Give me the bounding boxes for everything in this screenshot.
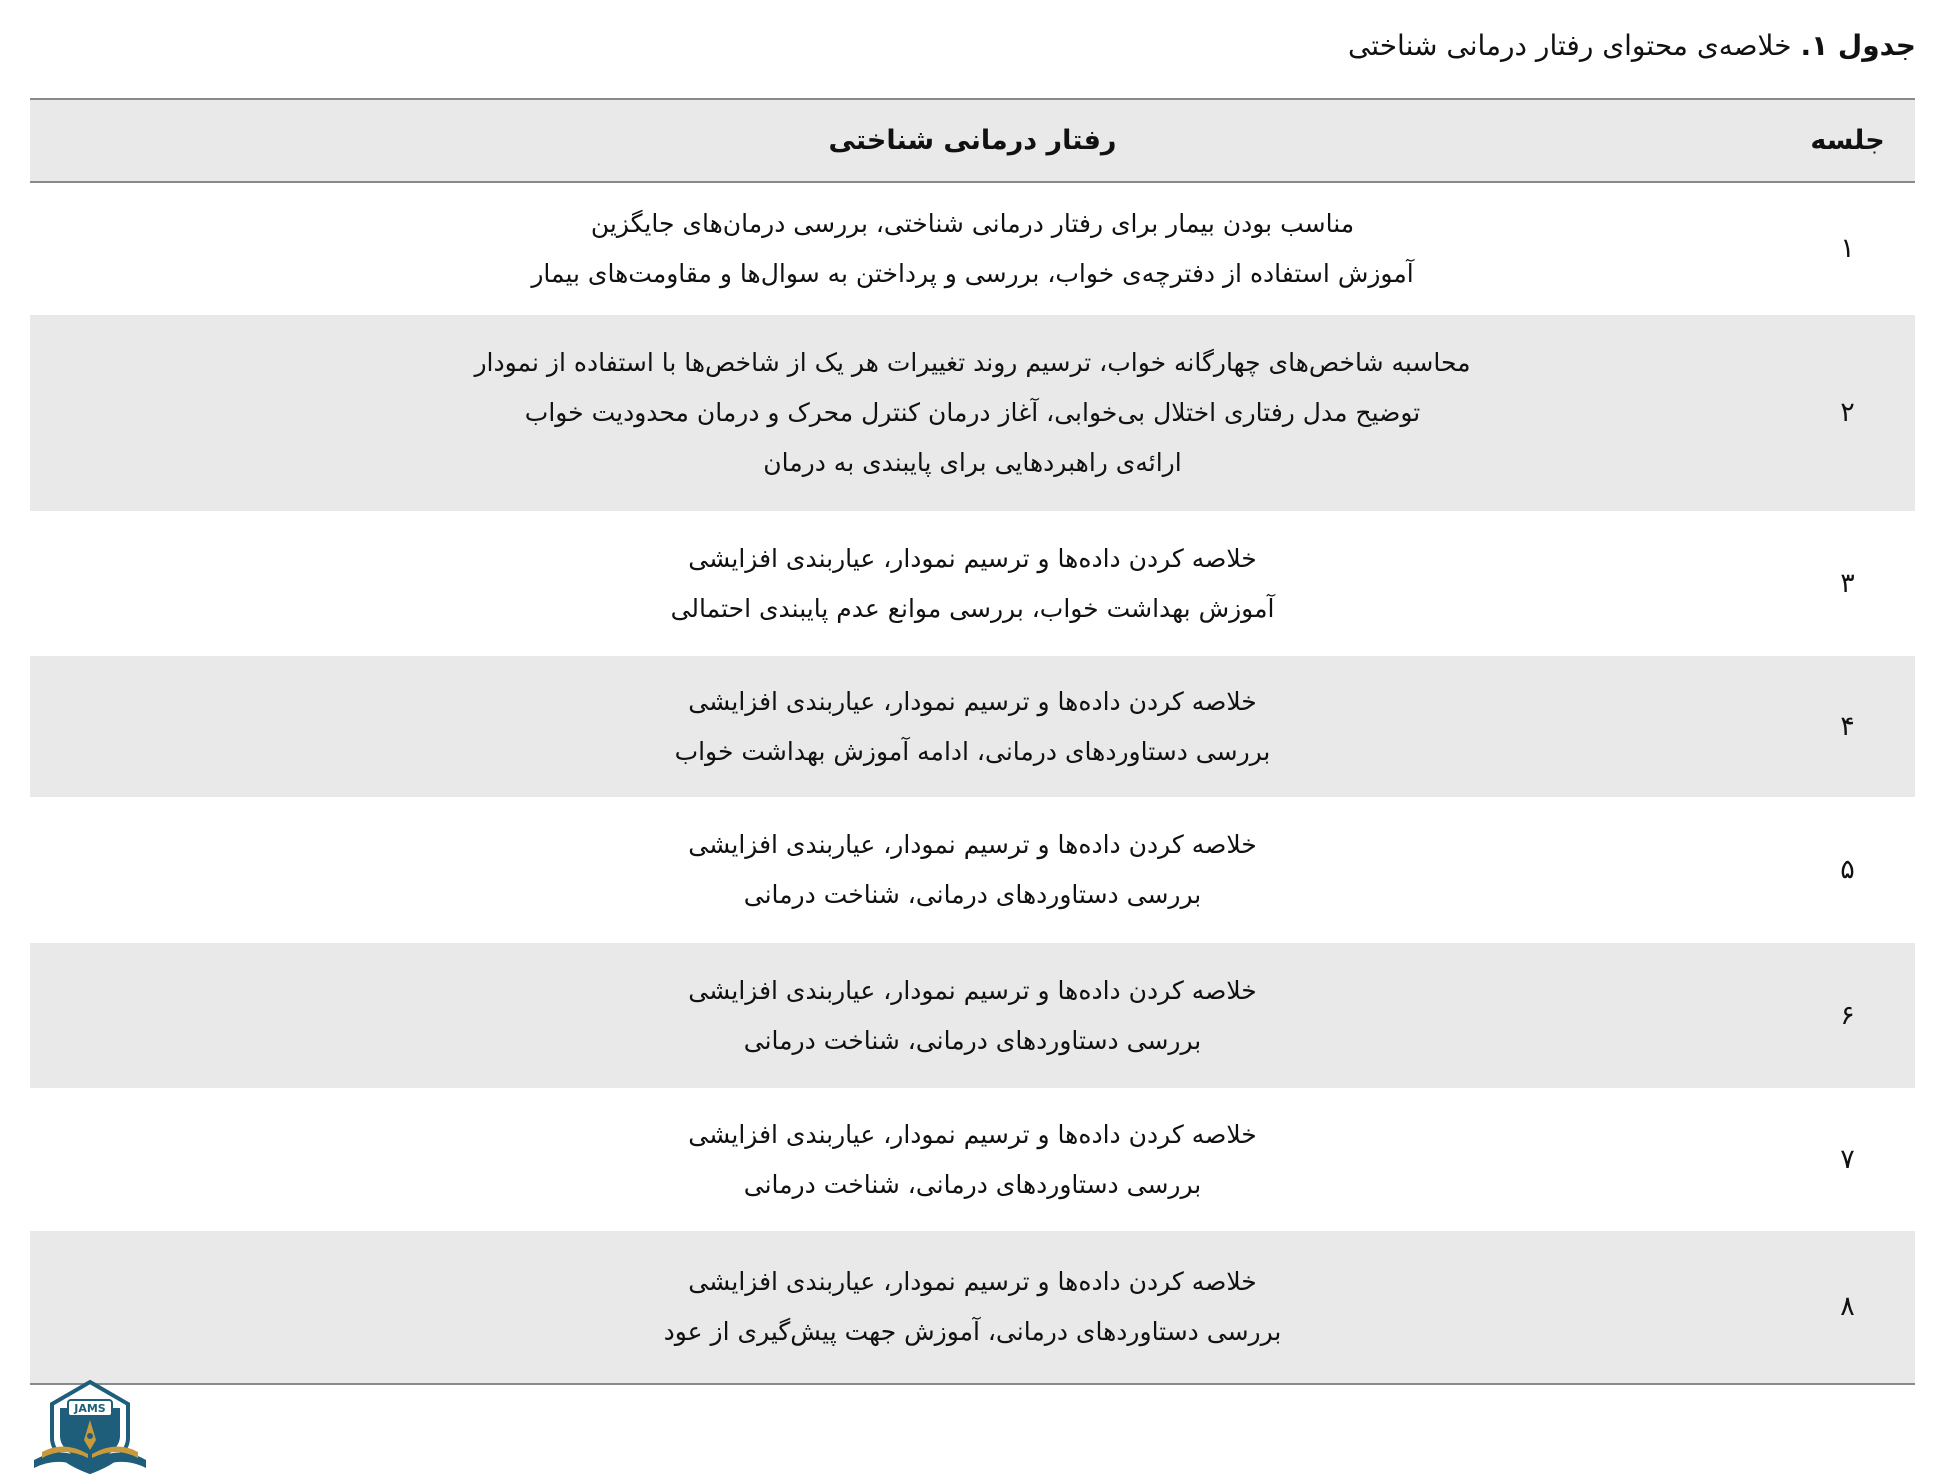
- content-line: توضیح مدل رفتاری اختلال بی‌خوابی، آغاز درمان کنترل محرک و درمان محدودیت خواب: [524, 398, 1421, 427]
- caption-label: جدول ۱.: [1800, 29, 1916, 62]
- content-line: خلاصه کردن داده‌ها و ترسیم نمودار، عیاربندی افزایشی: [688, 686, 1257, 716]
- journal-logo-graphic: [28, 1378, 152, 1478]
- content-line: خلاصه کردن داده‌ها و ترسیم نمودار، عیاربندی افزایشی: [688, 543, 1257, 573]
- content-line: خلاصه کردن داده‌ها و ترسیم نمودار، عیاربندی افزایشی: [688, 830, 1257, 859]
- session-content: [30, 182, 1780, 315]
- logo-text: JAMS: [74, 1402, 106, 1415]
- journal-logo-icon: [28, 1378, 152, 1478]
- content-line: بررسی دستاوردهای درمانی، ادامه آموزش بهداشت خواب: [674, 736, 1271, 766]
- table-caption: [1348, 22, 1916, 70]
- caption-text: خلاصه‌ی محتوای رفتار درمانی شناختی: [1347, 29, 1792, 62]
- session-number: ۵: [1840, 854, 1855, 885]
- session-number: ۷: [1840, 1143, 1855, 1175]
- session-content: [30, 656, 1780, 797]
- sessions-table-wrapper: [30, 98, 1915, 1385]
- content-line: خلاصه کردن داده‌ها و ترسیم نمودار، عیاربندی افزایشی: [688, 1119, 1257, 1149]
- content-line: بررسی دستاوردهای درمانی، شناخت درمانی: [743, 1025, 1202, 1055]
- session-number: ۸: [1840, 1291, 1855, 1322]
- table-row: [30, 656, 1915, 797]
- session-content: [30, 315, 1780, 511]
- content-line: آموزش بهداشت خواب، بررسی موانع عدم پایبندی احتمالی: [670, 593, 1275, 623]
- session-number: ۶: [1840, 999, 1855, 1031]
- session-content: [30, 943, 1780, 1088]
- content-line: خلاصه کردن داده‌ها و ترسیم نمودار، عیاربندی افزایشی: [688, 1267, 1257, 1296]
- session-number: ۴: [1840, 710, 1855, 742]
- sessions-table: [30, 100, 1915, 1383]
- content-line: مناسب بودن بیمار برای رفتار درمانی شناختی، بررسی درمان‌های جایگزین: [590, 209, 1355, 238]
- session-content: [30, 1231, 1780, 1383]
- session-content: [30, 797, 1780, 943]
- content-line: بررسی دستاوردهای درمانی، شناخت درمانی: [743, 880, 1202, 909]
- table-row: [30, 797, 1915, 943]
- session-number: ۲: [1840, 397, 1855, 428]
- content-line: آموزش استفاده از دفترچه‌ی خواب، بررسی و پرداختن به سوال‌ها و مقاومت‌های بیمار: [531, 259, 1414, 288]
- table-row: [30, 943, 1915, 1088]
- content-line: بررسی دستاوردهای درمانی، شناخت درمانی: [743, 1169, 1202, 1199]
- session-number: ۳: [1840, 567, 1855, 599]
- table-header-row: [30, 100, 1915, 182]
- table-row: [30, 182, 1915, 315]
- header-content: رفتار درمانی شناختی: [828, 124, 1117, 156]
- session-content: [30, 511, 1780, 656]
- content-line: خلاصه کردن داده‌ها و ترسیم نمودار، عیاربندی افزایشی: [688, 975, 1257, 1005]
- table-row: [30, 1231, 1915, 1383]
- header-session: جلسه: [1810, 124, 1885, 156]
- table-row: [30, 1088, 1915, 1231]
- table-row: [30, 511, 1915, 656]
- session-content: [30, 1088, 1780, 1231]
- content-line: ارائه‌ی راهبردهایی برای پایبندی به درمان: [763, 448, 1182, 477]
- session-number: ۱: [1840, 233, 1855, 264]
- content-line: بررسی دستاوردهای درمانی، آموزش جهت پیش‌گیری از عود: [663, 1317, 1282, 1346]
- table-row: [30, 315, 1915, 511]
- content-line: محاسبه شاخص‌های چهارگانه خواب، ترسیم روند تغییرات هر یک از شاخص‌ها با استفاده از نمودار: [474, 348, 1471, 377]
